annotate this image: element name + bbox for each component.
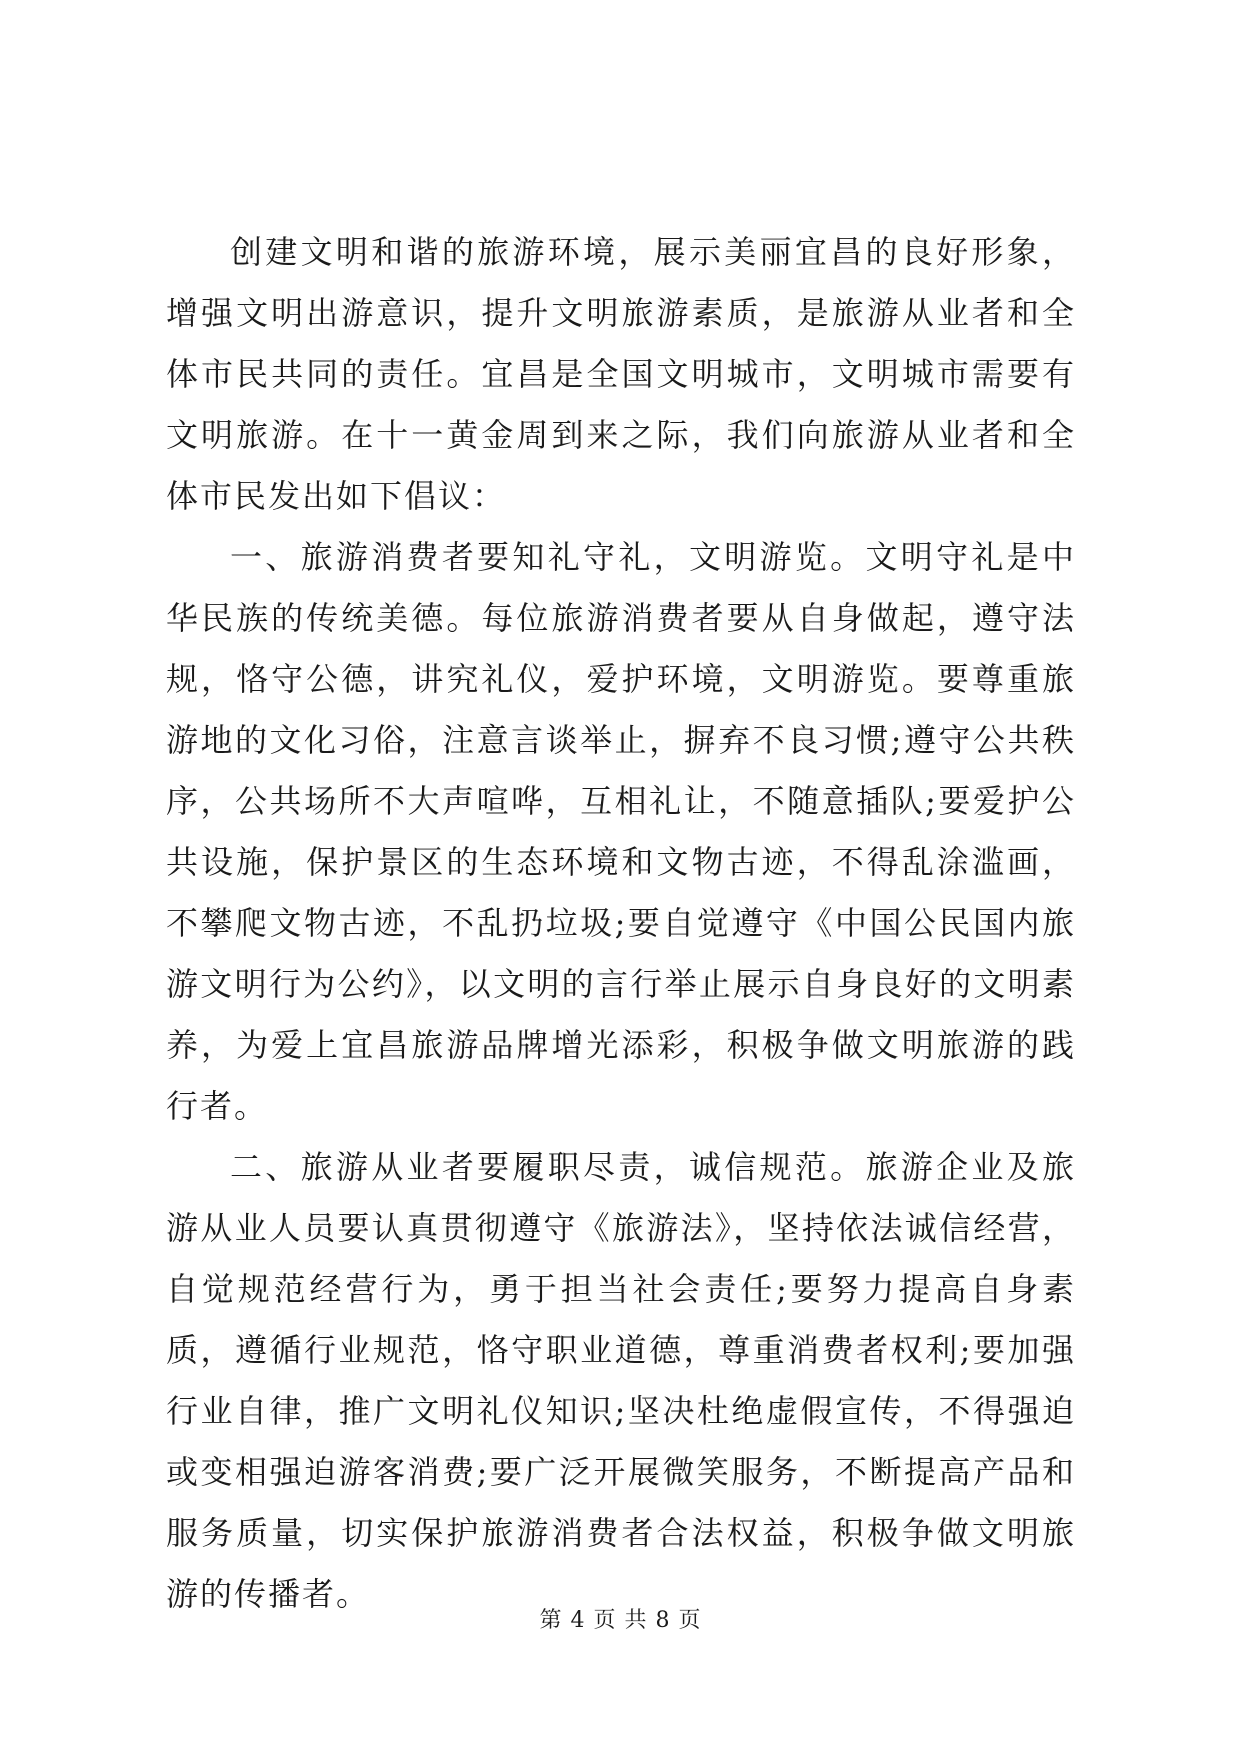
paragraph-intro: 创建文明和谐的旅游环境，展示美丽宜昌的良好形象，增强文明出游意识，提升文明旅游素质，是旅游从业者和全体市民共同的责任。宜昌是全国文明城市，文明城市需要有文明旅游。在十一黄金周到来之际，我们向旅游从业者和全体市民发出如下倡议： <box>166 233 1076 515</box>
document-body <box>166 222 1076 1625</box>
paragraph-section-two: 二、旅游从业者要履职尽责，诚信规范。旅游企业及旅游从业人员要认真贯彻遵守《旅游法》，坚持依法诚信经营，自觉规范经营行为，勇于担当社会责任;要努力提高自身素质，遵循行业规范，恪守职业道德，尊重消费者权利;要加强行业自律，推广文明礼仪知识;坚决杜绝虚假宣传，不得强迫或变相强迫游客消费;要广泛开展微笑服务，不断提高产品和服务质量，切实保护旅游消费者合法权益，积极争做文明旅游的传播者。 <box>166 1148 1076 1613</box>
page-number-footer: 第 4 页 共 8 页 <box>539 1608 702 1633</box>
paragraph-section-one: 一、旅游消费者要知礼守礼，文明游览。文明守礼是中华民族的传统美德。每位旅游消费者要从自身做起，遵守法规，恪守公德，讲究礼仪，爱护环境，文明游览。要尊重旅游地的文化习俗，注意言谈举止，摒弃不良习惯;遵守公共秩序，公共场所不大声喧哗，互相礼让，不随意插队;要爱护公共设施，保护景区的生态环境和文物古迹，不得乱涂滥画，不攀爬文物古迹，不乱扔垃圾;要自觉遵守《中国公民国内旅游文明行为公约》，以文明的言行举止展示自身良好的文明素养，为爱上宜昌旅游品牌增光添彩，积极争做文明旅游的践行者。 <box>166 538 1076 1125</box>
